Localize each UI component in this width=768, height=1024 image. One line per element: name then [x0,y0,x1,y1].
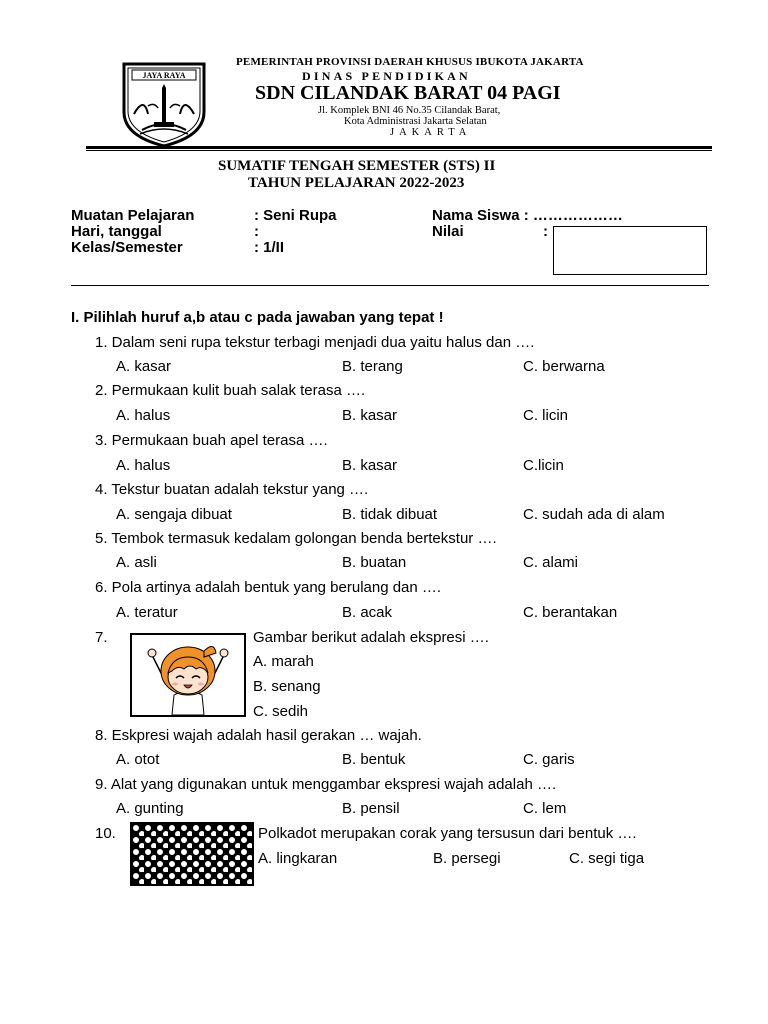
q10-option-a[interactable]: A. lingkaran [258,850,338,867]
class-value: : 1/II [254,239,285,256]
q3-option-a[interactable]: A. halus [116,457,171,474]
header-address-line: Jl. Komplek BNI 46 No.35 Cilandak Barat, [318,105,501,116]
score-box[interactable] [553,226,707,275]
polkadot-pattern-image [132,824,252,884]
q4-option-a[interactable]: A. sengaja dibuat [116,506,232,523]
subject-label: Muatan Pelajaran [71,207,195,224]
section-instruction: I. Pilihlah huruf a,b atau c pada jawaban yang tepat ! [71,309,444,326]
q8-option-c[interactable]: C. garis [523,751,575,768]
expression-picture-frame [130,633,246,717]
q10-option-c[interactable]: C. segi tiga [569,850,645,867]
question-7: 7. [95,629,108,646]
q2-option-c[interactable]: C. licin [523,407,569,424]
q9-option-c[interactable]: C. lem [523,800,567,817]
question-2: 2. Permukaan kulit buah salak terasa …. [95,382,366,399]
question-6: 6. Pola artinya adalah bentuk yang berulang dan …. [95,579,442,596]
q2-option-b[interactable]: B. kasar [342,407,398,424]
q3-option-c[interactable]: C.licin [523,457,564,474]
q1-option-a[interactable]: A. kasar [116,358,172,375]
question-9: 9. Alat yang digunakan untuk menggambar ekspresi wajah adalah …. [95,776,557,793]
info-divider [71,285,709,286]
svg-text:JAYA RAYA: JAYA RAYA [142,71,186,80]
jakarta-emblem-logo [118,56,210,148]
question-1: 1. Dalam seni rupa tekstur terbagi menjadi dua yaitu halus dan …. [95,334,535,351]
date-value[interactable]: : [254,223,259,240]
subject-value: : Seni Rupa [254,207,337,224]
score-label: Nilai [432,223,464,240]
q10-option-b[interactable]: B. persegi [433,850,501,867]
q6-option-b[interactable]: B. acak [342,604,393,621]
header-region-line: JAKARTA [390,127,472,138]
score-colon: : [543,223,548,240]
q8-option-b[interactable]: B. bentuk [342,751,406,768]
q4-option-c[interactable]: C. sudah ada di alam [523,506,665,523]
class-label: Kelas/Semester [71,239,183,256]
q1-option-b[interactable]: B. terang [342,358,403,375]
q4-option-b[interactable]: B. tidak dibuat [342,506,438,523]
header-government-line: PEMERINTAH PROVINSI DAERAH KHUSUS IBUKOTA JAKARTA [236,56,584,68]
header-department-line: DINAS PENDIDIKAN [302,69,471,83]
question-3: 3. Permukaan buah apel terasa …. [95,432,328,449]
happy-girl-illustration [132,635,244,715]
exam-title: SUMATIF TENGAH SEMESTER (STS) II [218,158,496,174]
q6-option-a[interactable]: A. teratur [116,604,178,621]
question-5: 5. Tembok termasuk kedalam golongan benda bertekstur …. [95,530,497,547]
polkadot-pattern-frame [130,822,254,886]
question-10: 10. [95,825,116,842]
school-name: SDN CILANDAK BARAT 04 PAGI [255,82,561,104]
exam-year: TAHUN PELAJARAN 2022-2023 [248,175,465,191]
q5-option-c[interactable]: C. alami [523,554,579,571]
header-divider-thick [86,146,712,149]
q8-option-a[interactable]: A. otot [116,751,160,768]
q9-option-b[interactable]: B. pensil [342,800,400,817]
student-name-field[interactable]: Nama Siswa : ……………… [432,207,623,224]
q3-option-b[interactable]: B. kasar [342,457,398,474]
header-divider-thin [86,150,712,151]
q7-option-c[interactable]: C. sedih [253,703,309,720]
question-4: 4. Tekstur buatan adalah tekstur yang …. [95,481,369,498]
date-label: Hari, tanggal [71,223,162,240]
q7-option-a[interactable]: A. marah [253,653,314,670]
q5-option-a[interactable]: A. asli [116,554,157,571]
q1-option-c[interactable]: C. berwarna [523,358,605,375]
q6-option-c[interactable]: C. berantakan [523,604,618,621]
question-8: 8. Eskpresi wajah adalah hasil gerakan … wajah. [95,727,422,744]
header-city-line: Kota Administrasi Jakarta Selatan [344,116,487,127]
q5-option-b[interactable]: B. buatan [342,554,407,571]
question-7-text: Gambar berikut adalah ekspresi …. [253,629,489,646]
q2-option-a[interactable]: A. halus [116,407,171,424]
q9-option-a[interactable]: A. gunting [116,800,184,817]
question-10-text: Polkadot merupakan corak yang tersusun dari bentuk …. [258,825,637,842]
q7-option-b[interactable]: B. senang [253,678,321,695]
